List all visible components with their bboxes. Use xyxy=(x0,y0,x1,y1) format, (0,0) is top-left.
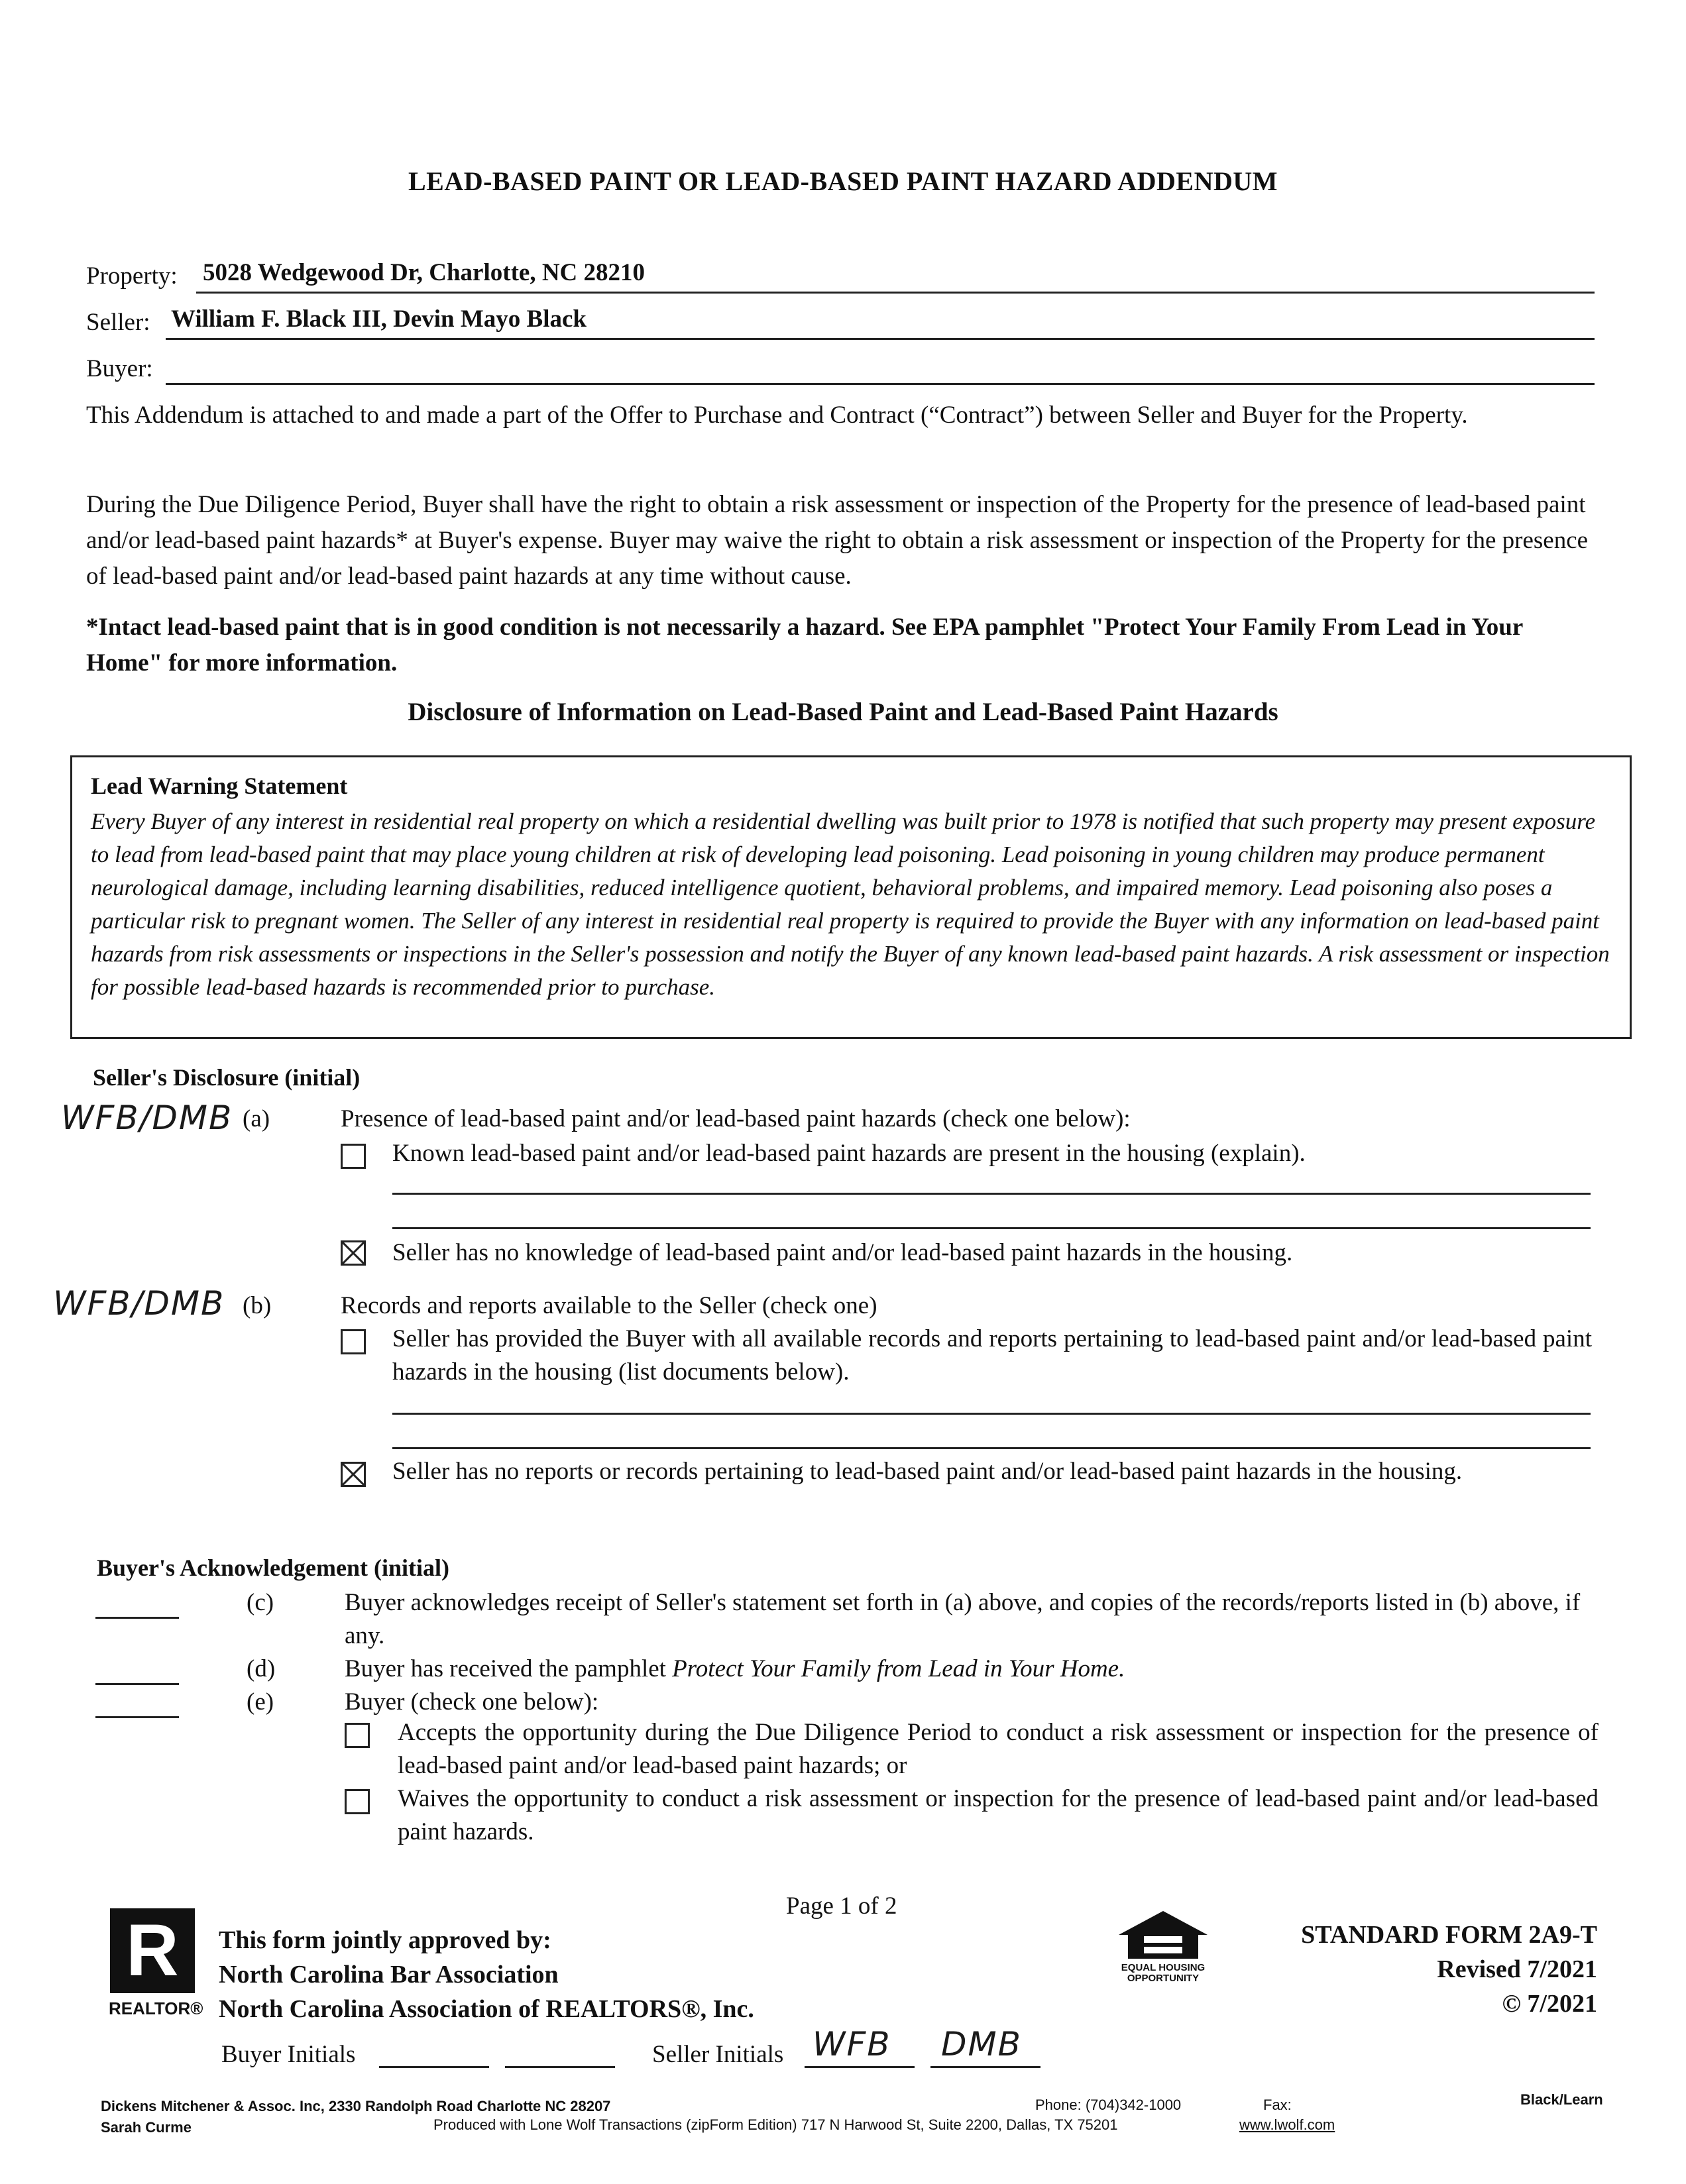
realtor-logo xyxy=(110,1908,195,1993)
lone-wolf-link[interactable]: www.lwolf.com xyxy=(1239,2116,1335,2133)
lead-warning-box xyxy=(70,755,1632,1039)
seller-value[interactable]: William F. Black III, Devin Mayo Black xyxy=(171,305,587,333)
explain-line-2[interactable] xyxy=(392,1227,1591,1229)
copyright: © 7/2021 xyxy=(1502,1990,1597,2018)
seller-initials-field-2[interactable] xyxy=(930,2066,1040,2068)
association-1: North Carolina Bar Association xyxy=(219,1961,559,1989)
seller-initials-signature-2: DMB xyxy=(941,2025,1022,2063)
phone: Phone: (704)342-1000 xyxy=(1035,2097,1182,2113)
item-b-option2: Seller has no reports or records pertaining to lead-based paint and/or lead-based paint hazards in the housing. xyxy=(392,1458,1463,1485)
buyer-initials-e[interactable] xyxy=(95,1716,179,1718)
lead-warning-body: Every Buyer of any interest in residential real property on which a residential dwelling was built prior to 1978 is notified that such property may present exposure to lead from lead-based paint that may place young children at risk of developing lead poisoning. Lead poisoning in young children may produce permanent neurological damage, including learning disabilities, reduced intelligence quotient, behavioral problems, and impaired memory. Lead poisoning also poses a particular risk to pregnant women. The Seller of any interest in residential real property is required to provide the Buyer with any information on lead-based paint hazards from risk assessments or inspections in the Seller's possession and notify the Buyer of any known lead-based paint hazards. A risk assessment or inspection for possible lead-based hazards is recommended prior to purchase. xyxy=(91,808,1610,1000)
broker-info: Dickens Mitchener & Assoc. Inc, 2330 Randolph Road Charlotte NC 28207 xyxy=(101,2098,611,2114)
seller-initials-field-1[interactable] xyxy=(805,2066,915,2068)
buyer-initials-field-2[interactable] xyxy=(505,2066,615,2068)
seller-disclosure-heading: Seller's Disclosure (initial) xyxy=(93,1064,361,1091)
realtor-r-glyph: R xyxy=(126,1910,179,1991)
seller-initials-a[interactable]: WFB/DMB xyxy=(61,1099,233,1137)
seller-line xyxy=(166,338,1595,340)
realtor-label: REALTOR® xyxy=(109,1998,203,2018)
item-a-option2: Seller has no knowledge of lead-based paint and/or lead-based paint hazards in the housing. xyxy=(392,1239,1293,1266)
item-b-text: Records and reports available to the Seller (check one) xyxy=(341,1292,877,1319)
intro-paragraph-1: This Addendum is attached to and made a part of the Offer to Purchase and Contract (“Contract”) between Seller and Buyer for the Property. xyxy=(86,402,1468,429)
item-a-text: Presence of lead-based paint and/or lead-based paint hazards (check one below): xyxy=(341,1105,1131,1132)
buyer-ack-heading: Buyer's Acknowledgement (initial) xyxy=(97,1555,449,1581)
property-value[interactable]: 5028 Wedgewood Dr, Charlotte, NC 28210 xyxy=(203,259,646,286)
association-2: North Carolina Association of REALTORS®, Inc. xyxy=(219,1995,754,2023)
checkbox-b-provided[interactable] xyxy=(341,1329,366,1354)
checkbox-b-no-reports[interactable] xyxy=(341,1462,366,1487)
documents-line-1[interactable] xyxy=(392,1413,1591,1415)
property-line xyxy=(196,292,1595,294)
page-number: Page 1 of 2 xyxy=(786,1892,897,1920)
buyer-initials-label: Buyer Initials xyxy=(221,2041,356,2068)
buyer-initials-c[interactable] xyxy=(95,1617,179,1619)
item-d-text-plain: Buyer has received the pamphlet xyxy=(345,1655,673,1682)
intro-paragraph-2: During the Due Diligence Period, Buyer shall have the right to obtain a risk assessment or inspection of the Property for the presence of lead-based paint and/or lead-based paint hazards* at Buyer's expense. Buyer may waive the right to obtain a risk assessment or inspection of the Property for the presence of lead-based paint and/or lead-based paint hazards at any time without cause. xyxy=(86,491,1589,590)
equal-housing-icon xyxy=(1113,1908,1213,1983)
seller-initials-b[interactable]: WFB/DMB xyxy=(53,1284,225,1323)
item-c-text: Buyer acknowledges receipt of Seller's statement set forth in (a) above, and copies of the records/reports listed in (b) above, if any. xyxy=(345,1589,1581,1649)
checkbox-e-accepts[interactable] xyxy=(345,1723,370,1748)
item-e-letter: (e) xyxy=(247,1688,274,1716)
buyer-line xyxy=(166,383,1595,385)
item-d-pamphlet-title: Protect Your Family from Lead in Your Home. xyxy=(672,1655,1125,1682)
documents-line-2[interactable] xyxy=(392,1447,1591,1449)
item-d-text xyxy=(345,1653,1125,1686)
item-a-letter: (a) xyxy=(243,1105,270,1132)
item-c-letter: (c) xyxy=(247,1589,274,1616)
revised-date: Revised 7/2021 xyxy=(1437,1955,1597,1983)
explain-line-1[interactable] xyxy=(392,1193,1591,1195)
buyer-label: Buyer: xyxy=(86,355,153,382)
item-d-letter: (d) xyxy=(247,1655,276,1682)
epa-note: *Intact lead-based paint that is in good condition is not necessarily a hazard. See EPA pamphlet "Protect Your Family From Lead in Your Home" for more information. xyxy=(86,614,1523,677)
agent-name: Sarah Curme xyxy=(101,2119,192,2136)
equal-housing-label: EQUAL HOUSING OPPORTUNITY xyxy=(1121,1962,1206,1984)
seller-initials-signature-1: WFB xyxy=(813,2025,891,2063)
buyer-initials-field-1[interactable] xyxy=(379,2066,489,2068)
property-label: Property: xyxy=(86,262,178,290)
seller-initials-label: Seller Initials xyxy=(652,2041,784,2068)
lead-warning-heading: Lead Warning Statement xyxy=(91,773,348,799)
disclosure-title: Disclosure of Information on Lead-Based Paint and Lead-Based Paint Hazards xyxy=(408,698,1278,726)
fax: Fax: xyxy=(1263,2097,1292,2113)
produced-by: Produced with Lone Wolf Transactions (zipForm Edition) 717 N Harwood St, Suite 2200, Dallas, TX 75201 xyxy=(433,2116,1118,2133)
seller-label: Seller: xyxy=(86,309,150,336)
standard-form: STANDARD FORM 2A9-T xyxy=(1301,1921,1597,1949)
item-b-option1: Seller has provided the Buyer with all available records and reports pertaining to lead-based paint and/or lead-based paint hazards in the housing (list documents below). xyxy=(392,1325,1592,1386)
item-e-text: Buyer (check one below): xyxy=(345,1688,599,1716)
checkbox-a-known[interactable] xyxy=(341,1144,366,1169)
document-name: Black/Learn xyxy=(1520,2091,1603,2108)
approved-by: This form jointly approved by: xyxy=(219,1926,551,1954)
document-title: LEAD-BASED PAINT OR LEAD-BASED PAINT HAZARD ADDENDUM xyxy=(408,166,1278,196)
checkbox-e-waives[interactable] xyxy=(345,1789,370,1814)
checkbox-a-no-knowledge[interactable] xyxy=(341,1240,366,1266)
item-b-letter: (b) xyxy=(243,1292,272,1319)
buyer-initials-d[interactable] xyxy=(95,1683,179,1685)
item-e-option1: Accepts the opportunity during the Due Diligence Period to conduct a risk assessment or inspection for the presence of lead-based paint and/or lead-based paint hazards; or xyxy=(398,1719,1599,1779)
item-e-option2: Waives the opportunity to conduct a risk assessment or inspection for the presence of lead-based paint and/or lead-based paint hazards. xyxy=(398,1785,1599,1845)
item-a-option1: Known lead-based paint and/or lead-based paint hazards are present in the housing (explain). xyxy=(392,1140,1306,1167)
